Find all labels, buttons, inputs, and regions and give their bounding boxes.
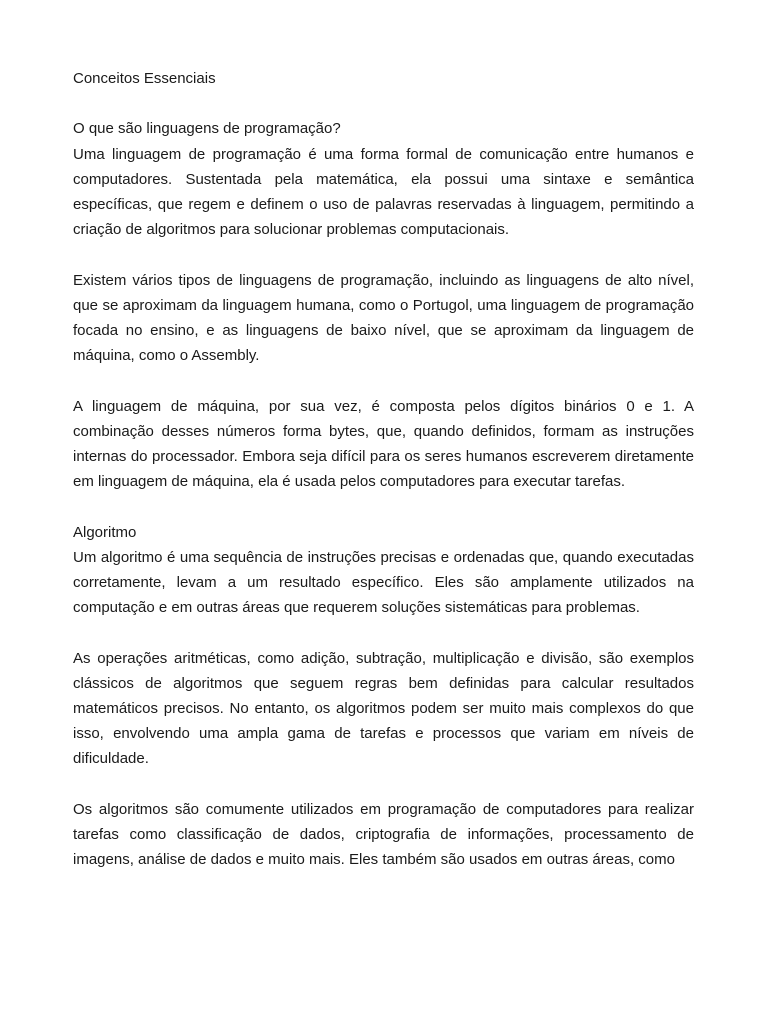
spacer [73,242,694,267]
paragraph-operacoes-aritmeticas: As operações aritméticas, como adição, subtração, multiplicação e divisão, são exemplos clássicos de algoritmos que seguem regras bem definidas para calcular resultados matemáticos precisos. No entanto, os algoritmos podem ser muito mais complexos do que isso, envolvendo uma ampla gama de tarefas e processos que variam em níveis de dificuldade. [73,649,694,768]
section-heading-algoritmo: Algoritmo [73,523,137,541]
paragraph-linguagem-maquina: A linguagem de máquina, por sua vez, é composta pelos dígitos binários 0 e 1. A combinação desses números forma bytes, que, quando definidos, formam as instruções internas do processador. Embora seja difícil para os seres humanos escreverem diretamente em linguagem de máquina, ela é usada pelos computadores para executar tarefas. [73,397,694,491]
spacer [73,620,694,645]
paragraph-definicao-algoritmo: Um algoritmo é uma sequência de instruções precisas e ordenadas que, quando executadas corretamente, levam a um resultado específico. Eles são amplamente utilizados na computação e em outras áreas que requerem soluções sistemáticas para problemas. [73,548,694,617]
spacer [73,494,694,519]
spacer [73,91,694,116]
spacer [73,772,694,797]
document-title: Conceitos Essenciais [73,70,216,87]
paragraph-tipos-linguagens: Existem vários tipos de linguagens de programação, incluindo as linguagens de alto nível, que se aproximam da linguagem humana, como o Portugol, uma linguagem de programação focada no ensino, e as linguagens de baixo nível, que se aproximam da linguagem de máquina, como o Assembly. [73,271,694,365]
paragraph-usos-algoritmos: Os algoritmos são comumente utilizados em programação de computadores para realizar tarefas como classificação de dados, criptografia de informações, processamento de imagens, análise de dados e muito mais. Eles também são usados em outras áreas, como [73,800,694,869]
document-page [73,66,694,872]
spacer [73,368,694,393]
paragraph-definicao-linguagem: Uma linguagem de programação é uma forma formal de comunicação entre humanos e computadores. Sustentada pela matemática, ela possui uma sintaxe e semântica específicas, que regem e definem o uso de palavras reservadas à linguagem, permitindo a criação de algoritmos para solucionar problemas computacionais. [73,145,694,239]
section-heading-linguagens: O que são linguagens de programação? [73,120,341,138]
